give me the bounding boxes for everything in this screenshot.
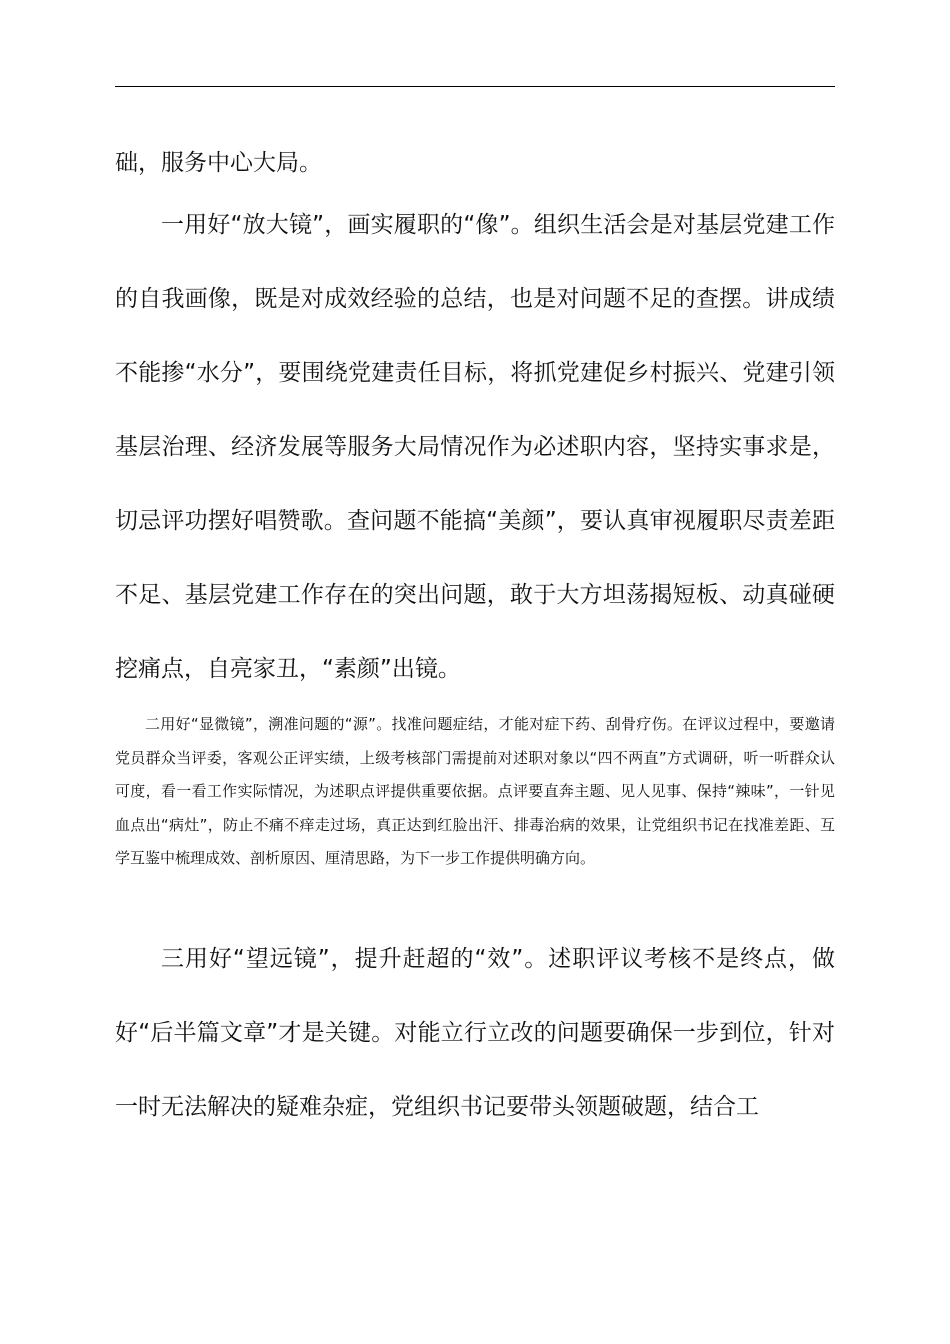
paragraph-telescope (115, 922, 835, 1144)
paragraph-lead: 三用好“望远镜”，提升赶超的“效”。 (161, 946, 549, 972)
paragraph-lead: 一用好“放大镜”，画实履职的“像”。 (161, 212, 534, 238)
paragraph-magnifier (115, 188, 835, 706)
header-rule (115, 86, 835, 87)
paragraph-body: 组织生活会是对基层党建工作的自我画像，既是对成效经验的总结，也是对问题不足的查摆。讲成绩不能掺“水分”，要围绕党建责任目标，将抓党建促乡村振兴、党建引领基层治理、经济发展等服务大局情况作为必述职内容，坚持实事求是，切忌评功摆好唱赞歌。查问题不能搞“美颜”，要认真审视履职尽责差距不足、基层党建工作存在的突出问题，敢于大方坦荡揭短板、动真碰硬挖痛点，自亮家丑，“素颜”出镜。 (115, 212, 835, 682)
paragraph-body: 述职评议考核不是终点，做好“后半篇文章”才是关键。对能立行立改的问题要确保一步到位，针对一时无法解决的疑难杂症，党组织书记要带头领题破题，结合工 (115, 946, 835, 1120)
paragraph-microscope: 二用好“显微镜”，溯准问题的“源”。找准问题症结，才能对症下药、刮骨疗伤。在评议过程中，要邀请党员群众当评委，客观公正评实绩，上级考核部门需提前对述职对象以“四不两直”方式调研，听一听群众认可度，看一看工作实际情况，为述职点评提供重要依据。点评要直奔主题、见人见事、保持“辣味”，一针见血点出“病灶”，防止不痛不痒走过场，真正达到红脸出汗、排毒治病的效果，让党组织书记在找准差距、互学互鉴中梳理成效、剖析原因、厘清思路，为下一步工作提供明确方向。 (115, 715, 835, 867)
continuation-text: 础，服务中心大局。 (115, 150, 322, 176)
